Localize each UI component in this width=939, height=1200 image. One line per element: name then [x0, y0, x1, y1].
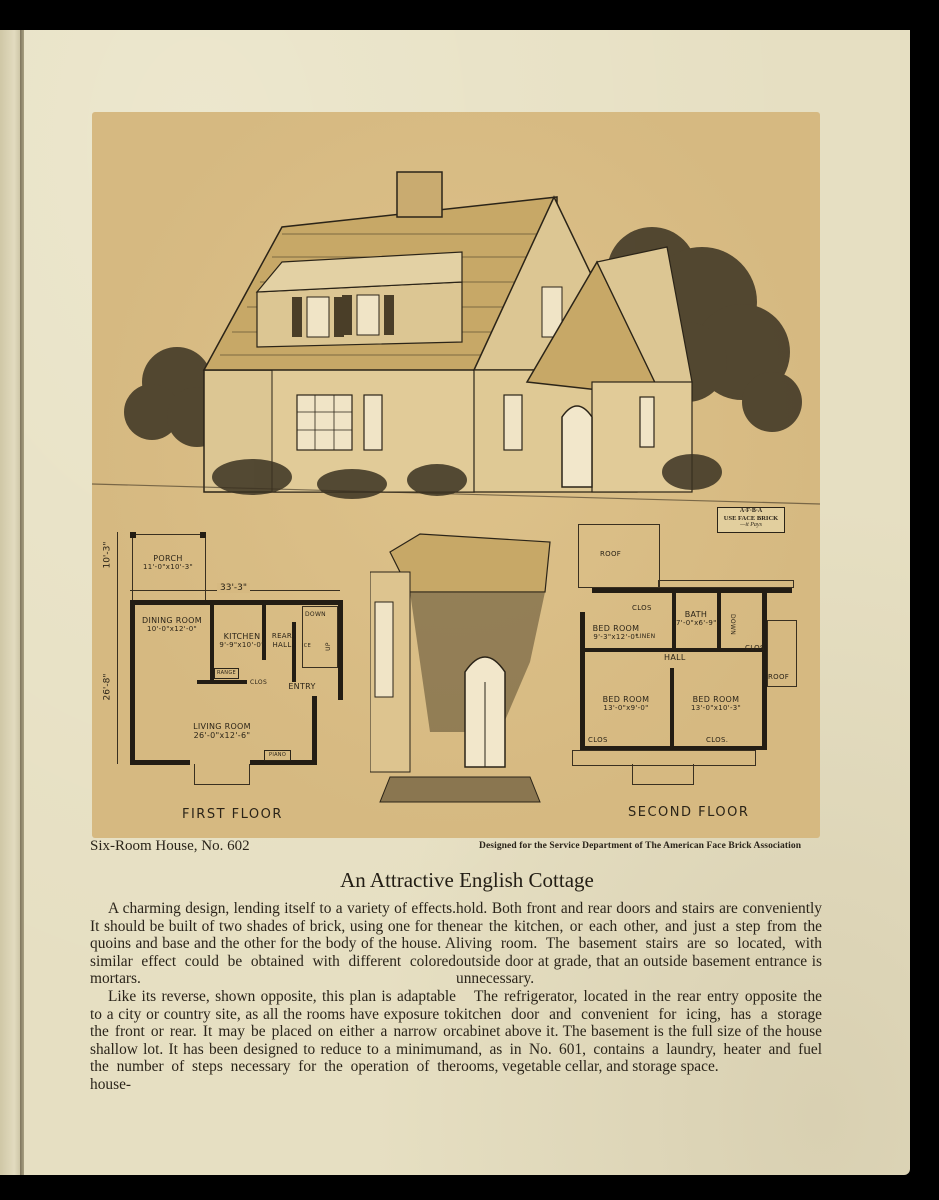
paragraph: The refrigerator, located in the rear entry opposite the kitchen door and convenient for icing, has a storage cabinet above it. The basement is the full size of the house and, as in No. 601, contains a laundry, heater and fuel rooms, vegetable cellar, and storage space.	[456, 987, 822, 1076]
credit-caption: Designed for the Service Department of The American Face Brick Association	[479, 841, 802, 851]
roof-label-2: ROOF	[768, 673, 790, 681]
second-floor-title: SECOND FLOOR	[628, 805, 750, 820]
article-column-right	[456, 900, 822, 1076]
illustration-plate	[92, 112, 820, 838]
fixture-clos-1: CLOS	[632, 604, 652, 612]
first-floor-plan	[102, 532, 352, 832]
room-porch: PORCH 11'-0"x10'-3"	[142, 554, 194, 571]
room-rear-hall: REAR HALL	[271, 632, 293, 649]
fixture-clos: CLOS	[250, 679, 268, 686]
fixture-clos-2: CLOS	[745, 644, 765, 652]
emblem-line-3: —it Pays	[740, 522, 762, 528]
room-kitchen: KITCHEN 9'-9"x10'-0"	[219, 632, 265, 649]
room-entry: ENTRY	[288, 682, 316, 691]
fixture-down: DOWN	[305, 611, 326, 618]
room-hall: HALL	[664, 653, 686, 662]
article-title: An Attractive English Cottage	[340, 868, 594, 892]
room-living: LIVING ROOM 26'-0"x12'-6"	[193, 722, 251, 740]
second-floor-plan	[572, 520, 812, 820]
paragraph: Like its reverse, shown opposite, this plan is adaptable to a city or country site, as all the rooms have exposure to the front or rear. It may be placed on either a narrow or shallow lot. It has been designed to reduce to a minimum the number of steps necessary for the operation of the house-	[90, 987, 456, 1093]
dim-width: 33'-3"	[217, 583, 250, 593]
dim-porch-depth: 10'-3"	[102, 541, 113, 569]
paragraph: A charming design, lending itself to a variety of effects. It should be built of two shades of brick, using one for the quoins and base and the other for the body of the house. A similar effect could be obtained with different colored mortars.	[90, 900, 456, 988]
entry-detail-illustration	[370, 532, 552, 812]
fixture-ice: ICE	[302, 643, 312, 649]
room-bed-2: BED ROOM 13'-0"x9'-0"	[602, 695, 650, 712]
fixture-clos-4: CLOS.	[706, 736, 729, 744]
article-column-left	[90, 900, 456, 1094]
room-dining: DINING ROOM 10'-0"x12'-0"	[142, 616, 202, 633]
catalog-page	[24, 30, 910, 1175]
fixture-clos-3: CLOS	[588, 736, 608, 744]
room-bed-3: BED ROOM 13'-0"x10'-3"	[690, 695, 742, 712]
emblem-line-1: A·F·B·A	[739, 508, 763, 514]
house-number-caption: Six-Room House, No. 602	[90, 838, 250, 854]
roof-label-1: ROOF	[600, 550, 622, 558]
first-floor-title: FIRST FLOOR	[182, 807, 283, 822]
fixture-linen: LINEN	[636, 633, 656, 640]
room-bath: BATH 7'-0"x6'-9"	[676, 610, 717, 627]
dim-house-depth: 26'-8"	[102, 673, 113, 701]
fixture-up: UP	[324, 642, 332, 651]
emblem-line-2: USE FACE BRICK	[723, 515, 779, 522]
fixture-piano: PIANO	[264, 750, 291, 761]
fixture-range: RANGE	[214, 668, 239, 679]
room-bed-1: BED ROOM 9'-3"x12'-0"	[592, 624, 640, 641]
house-illustration	[92, 112, 820, 532]
fixture-down: DOWN	[728, 614, 736, 635]
paragraph: hold. Both front and rear doors and stairs are conveniently near the kitchen, or each other, and just a step from the living room. The basement stairs are so located, with outside door at grade, that an outside basement entrance is unnecessary.	[456, 900, 822, 988]
